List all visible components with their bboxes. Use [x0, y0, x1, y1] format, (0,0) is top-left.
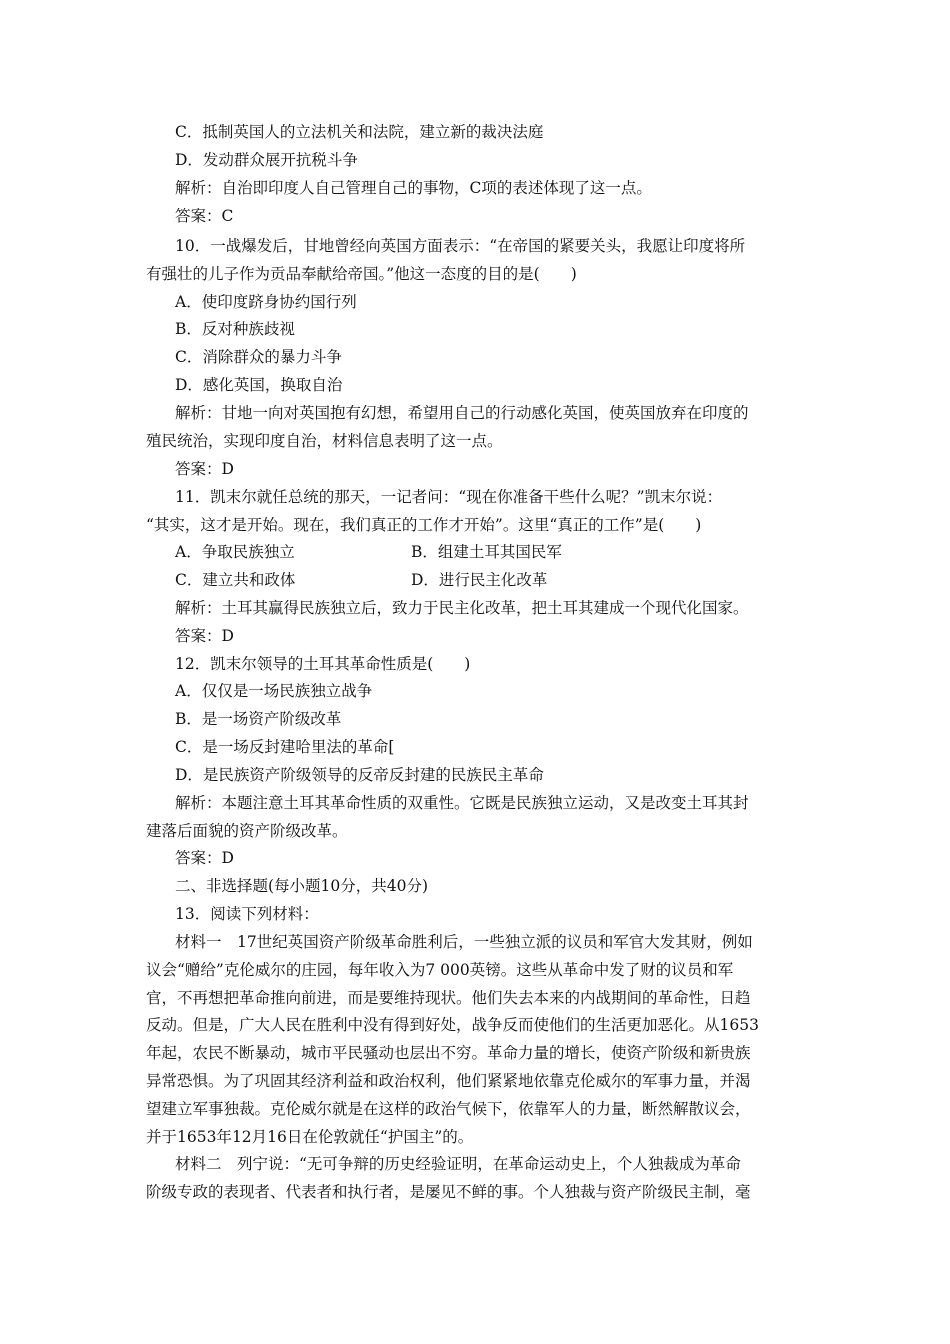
- option-c-line: C．抵制英国人的立法机关和法院，建立新的裁决法庭: [175, 123, 544, 141]
- option-b-line: B．反对种族歧视: [175, 320, 295, 338]
- answer-line: 答案：D: [175, 460, 234, 478]
- option-d-line: D．进行民主化改革: [411, 571, 548, 589]
- material-one-line: 议会“赠给”克伦威尔的庄园，每年收入为7 000英镑。这些从革命中发了财的议员和军: [146, 961, 734, 979]
- section-heading: 二、非选择题(每小题10分，共40分): [175, 877, 429, 895]
- question-10-line-cont: 有强壮的儿子作为贡品奉献给帝国。”他这一态度的目的是( ): [146, 265, 577, 283]
- option-d-line: D．发动群众展开抗税斗争: [175, 151, 358, 169]
- option-b-line: B．是一场资产阶级改革: [175, 710, 342, 728]
- material-one-line: 望建立军事独裁。克伦威尔就是在这样的政治气候下，依靠军人的力量，断然解散议会，: [146, 1100, 751, 1118]
- material-one-line: 异常恐惧。为了巩固其经济利益和政治权利，他们紧紧地依靠克伦威尔的军事力量，并渴: [146, 1072, 751, 1090]
- material-one-line: 材料一 17世纪英国资产阶级革命胜利后，一些独立派的议员和军官大发其财，例如: [175, 933, 753, 951]
- question-13-line: 13．阅读下列材料：: [175, 905, 319, 923]
- material-two-line: 材料二 列宁说：“无可争辩的历史经验证明，在革命运动史上，个人独裁成为革命: [175, 1155, 741, 1173]
- question-12-line: 12．凯末尔领导的土耳其革命性质是( ): [175, 655, 471, 673]
- option-c-line: C．是一场反封建哈里法的革命[: [175, 738, 395, 756]
- analysis-line-cont: 建落后面貌的资产阶级改革。: [146, 822, 348, 840]
- question-11-line: 11．凯末尔就任总统的那天，一记者问：“现在你准备干些什么呢？”凯末尔说：: [175, 488, 723, 506]
- material-one-line: 年起，农民不断暴动，城市平民骚动也层出不穷。革命力量的增长，使资产阶级和新贵族: [146, 1044, 751, 1062]
- material-one-line: 官，不再想把革命推向前进，而是要维持现状。他们失去本来的内战期间的革命性，日趋: [146, 989, 751, 1007]
- material-one-line: 并于1653年12月16日在伦敦就任“护国主”的。: [146, 1128, 474, 1146]
- answer-line: 答案：C: [175, 207, 234, 225]
- answer-line: 答案：D: [175, 849, 234, 867]
- material-two-line: 阶级专政的表现者、代表者和执行者，是屡见不鲜的事。个人独裁与资产阶级民主制，毫: [146, 1183, 751, 1201]
- analysis-line: 解析：甘地一向对英国抱有幻想，希望用自己的行动感化英国，使英国放弃在印度的: [175, 404, 749, 422]
- option-c-line: C．建立共和政体: [175, 571, 296, 589]
- answer-line: 答案：D: [175, 627, 234, 645]
- option-d-line: D．感化英国，换取自治: [175, 376, 343, 394]
- option-a-line: A．仅仅是一场民族独立战争: [175, 682, 373, 700]
- option-c-line: C．消除群众的暴力斗争: [175, 348, 342, 366]
- analysis-line-cont: 殖民统治，实现印度自治，材料信息表明了这一点。: [146, 432, 503, 450]
- option-a-line: A．争取民族独立: [175, 543, 295, 561]
- option-a-line: A．使印度跻身协约国行列: [175, 293, 357, 311]
- material-one-line: 反动。但是，广大人民在胜利中没有得到好处，战争反而使他们的生活更加恶化。从1653: [146, 1016, 759, 1034]
- option-d-line: D．是民族资产阶级领导的反帝反封建的民族民主革命: [175, 766, 544, 784]
- option-b-line: B．组建土耳其国民军: [411, 543, 562, 561]
- analysis-line: 解析：土耳其赢得民族独立后，致力于民主化改革，把土耳其建成一个现代化国家。: [175, 599, 749, 617]
- question-11-line-cont: “其实，这才是开始。现在，我们真正的工作才开始”。这里“真正的工作”是( ): [146, 516, 702, 534]
- question-10-line: 10．一战爆发后，甘地曾经向英国方面表示：“在帝国的紧要关头，我愿让印度将所: [175, 237, 746, 255]
- analysis-line: 解析：自治即印度人自己管理自己的事物，C项的表述体现了这一点。: [175, 179, 652, 197]
- analysis-line: 解析：本题注意土耳其革命性质的双重性。它既是民族独立运动，又是改变土耳其封: [175, 794, 749, 812]
